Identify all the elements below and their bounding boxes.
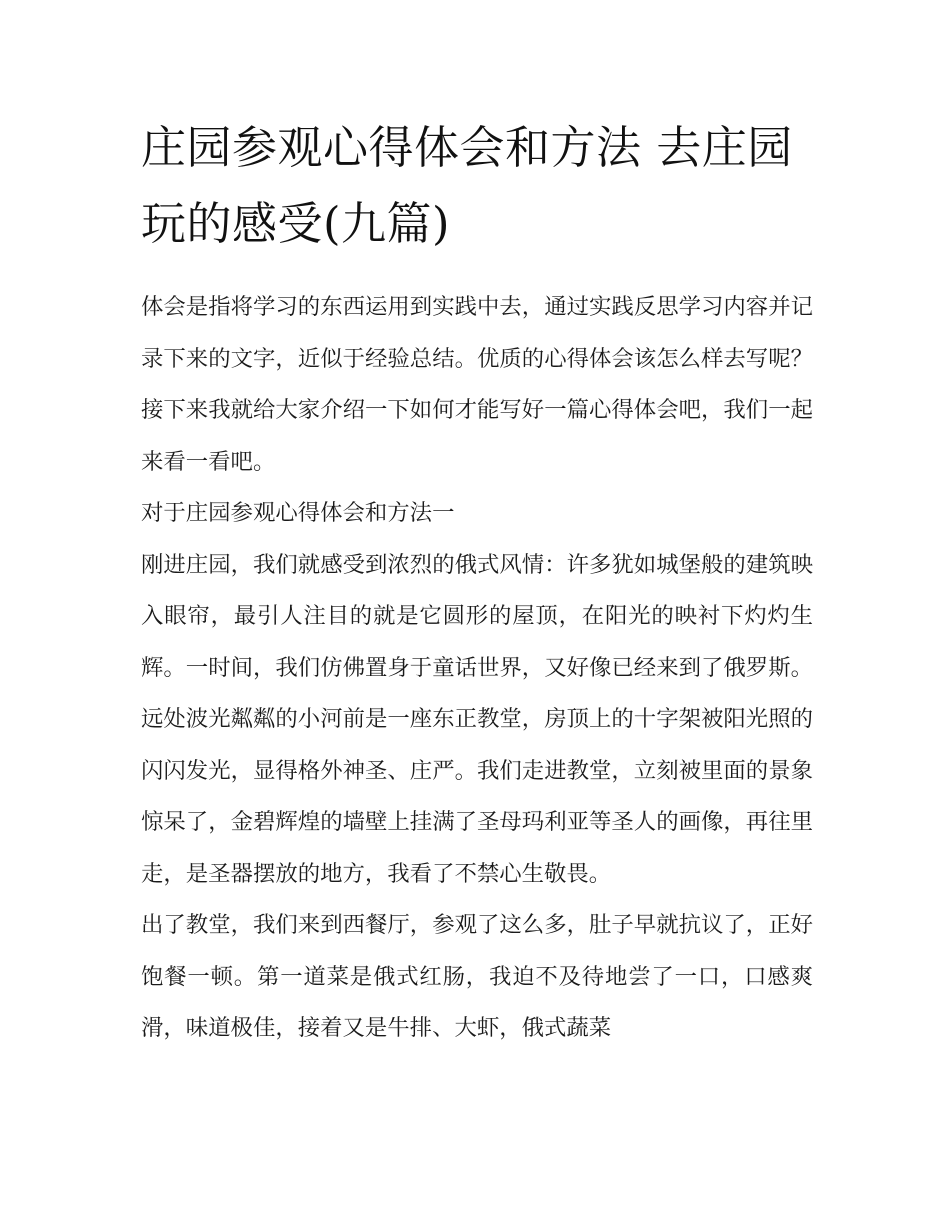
body-paragraph: 刚进庄园，我们就感受到浓烈的俄式风情：许多犹如城堡般的建筑映入眼帘，最引人注目的就是它圆形的屋顶，在阳光的映衬下灼灼生辉。一时间，我们仿佛置身于童话世界，又好像已经来到了俄罗斯。远处波光粼粼的小河前是一座东正教堂，房顶上的十字架被阳光照的闪闪发光，显得格外神圣、庄严。我们走进教堂，立刻被里面的景象惊呆了，金碧辉煌的墙壁上挂满了圣母玛利亚等圣人的画像，再往里走，是圣器摆放的地方，我看了不禁心生敬畏。 [141, 551, 813, 887]
body-paragraph: 出了教堂，我们来到西餐厅，参观了这么多，肚子早就抗议了，正好饱餐一顿。第一道菜是俄式红肠，我迫不及待地尝了一口，口感爽滑，味道极佳，接着又是牛排、大虾，俄式蔬菜 [141, 912, 813, 1041]
document-title: 庄园参观心得体会和方法 去庄园玩的感受(九篇) [141, 121, 793, 250]
document-content [141, 110, 813, 1055]
document-body [141, 282, 813, 1055]
section-heading: 对于庄园参观心得体会和方法一 [141, 500, 455, 526]
intro-paragraph: 体会是指将学习的东西运用到实践中去，通过实践反思学习内容并记录下来的文字，近似于经验总结。优质的心得体会该怎么样去写呢？接下来我就给大家介绍一下如何才能写好一篇心得体会吧，我们一起来看一看吧。 [141, 294, 813, 475]
